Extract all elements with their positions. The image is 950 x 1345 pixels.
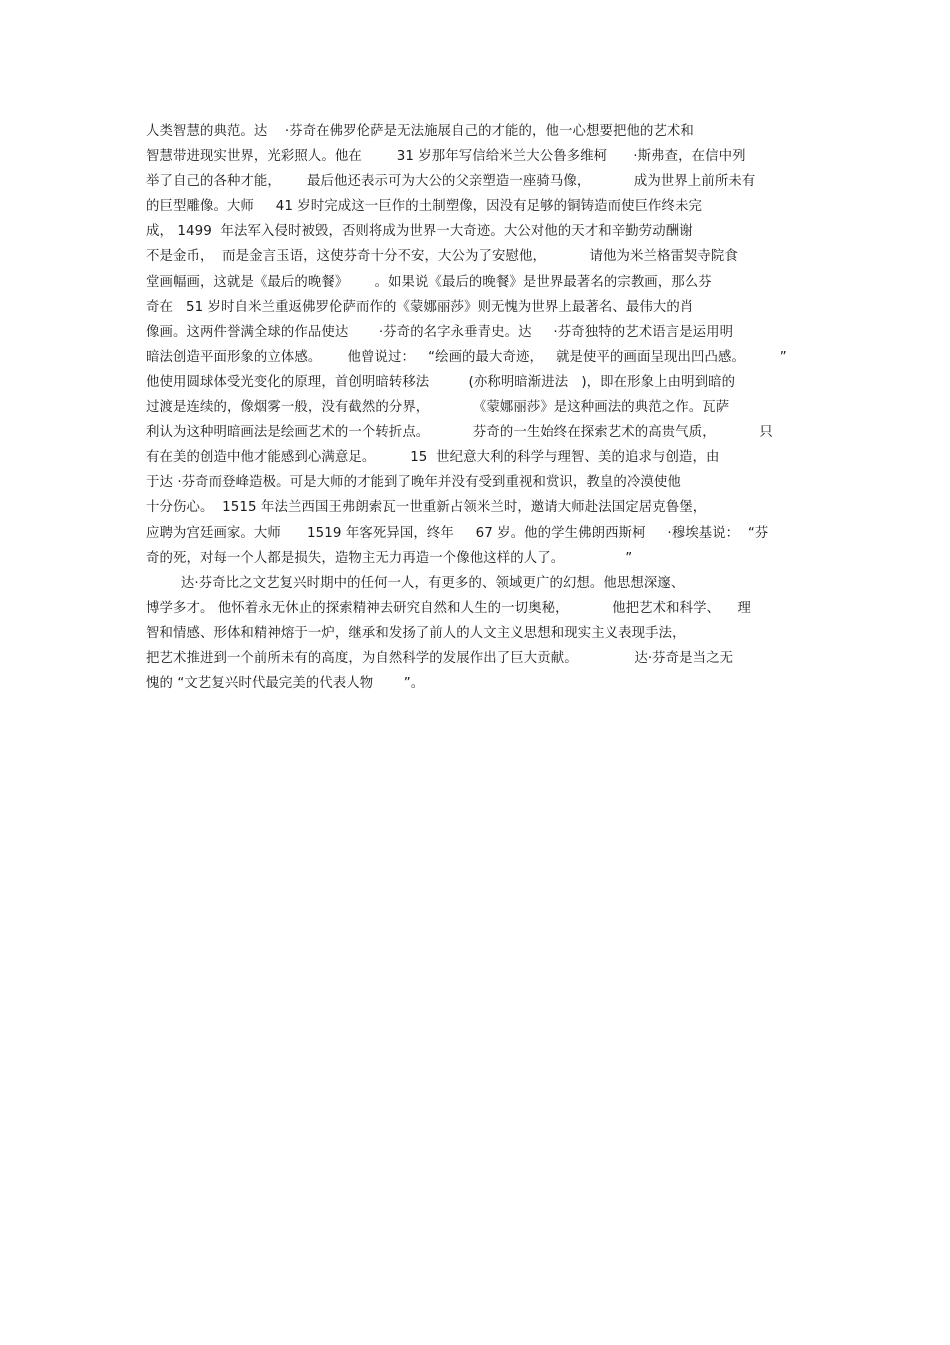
text-line: 智和情感、形体和精神熔于一炉，继承和发扬了前人的人文主义思想和现实主义表现手法， xyxy=(146,625,686,641)
text-line: 不是金币， 而是金言玉语，这使芬奇十分不安，大公为了安慰他， 请他为米兰格雷契寺院食 xyxy=(146,249,738,265)
text-line: 过渡是连续的，像烟雾一般，没有截然的分界， 《蒙娜丽莎》是这种画法的典范之作。瓦萨 xyxy=(146,400,730,416)
text-line: 暗法创造平面形象的立体感。 他曾说过： “绘画的最大奇迹， 就是使平的画面呈现出凹凸感。 ” xyxy=(146,349,787,365)
text-line: 奇在 51 岁时自米兰重返佛罗伦萨而作的《蒙娜丽莎》则无愧为世界上最著名、最伟大的肖 xyxy=(146,299,694,315)
text-line: 他使用圆球体受光变化的原理，首创明暗转移法 (亦称明暗渐进法 )，即在形象上由明到暗的 xyxy=(146,374,736,390)
text-line: 奇的死，对每一个人都是损失，造物主无力再造一个像他这样的人了。 ” xyxy=(146,550,633,566)
text-line: 举了自己的各种才能， 最后他还表示可为大公的父亲塑造一座骑马像， 成为世界上前所未有 xyxy=(146,174,756,190)
text-line: 应聘为宫廷画家。大师 1519 年客死异国，终年 67 岁。他的学生佛朗西斯柯 ·穆埃基说： “芬 xyxy=(146,525,769,541)
text-line: 于达 ·芬奇而登峰造极。可是大师的才能到了晚年并没有受到重视和赏识，教皇的冷漠使他 xyxy=(146,475,681,491)
text-line: 的巨型雕像。大师 41 岁时完成这一巨作的土制塑像，因没有足够的铜铸造而使巨作终未完 xyxy=(146,199,703,215)
text-line: 博学多才。 他怀着永无休止的探索精神去研究自然和人生的一切奥秘， 他把艺术和科学、 理 xyxy=(146,600,751,616)
text-line: 堂画幅画，这就是《最后的晚餐》 。如果说《最后的晚餐》是世界最著名的宗教画，那么芬 xyxy=(146,274,712,290)
text-line: 利认为这种明暗画法是绘画艺术的一个转折点。 芬奇的一生始终在探索艺术的高贵气质， 只 xyxy=(146,425,773,441)
text-line: 达·芬奇比之文艺复兴时期中的任何一人，有更多的、领域更广的幻想。他思想深邃、 xyxy=(146,575,685,591)
text-line: 成， 1499 年法军入侵时被毁，否则将成为世界一大奇迹。大公对他的天才和辛勤劳动酬谢 xyxy=(146,224,693,240)
text-line: 人类智慧的典范。达 ·芬奇在佛罗伦萨是无法施展自己的才能的，他一心想要把他的艺术和 xyxy=(146,124,694,139)
text-line: 把艺术推进到一个前所未有的高度，为自然科学的发展作出了巨大贡献。 达·芬奇是当之无 xyxy=(146,650,734,666)
body-text xyxy=(146,119,816,696)
text-line: 有在美的创造中他才能感到心满意足。 15 世纪意大利的科学与理智、美的追求与创造，由 xyxy=(146,450,720,466)
text-line: 像画。这两件誉满全球的作品使达 ·芬奇的名字永垂青史。达 ·芬奇独特的艺术语言是运用明 xyxy=(146,324,734,340)
text-line: 智慧带进现实世界，光彩照人。他在 31 岁那年写信给米兰大公鲁多维柯 ·斯弗查，在信中列 xyxy=(146,149,746,165)
text-line: 十分伤心。 1515 年法兰西国王弗朗索瓦一世重新占领米兰时，邀请大师赴法国定居克鲁堡， xyxy=(146,500,707,516)
text-line: 愧的 “文艺复兴时代最完美的代表人物 ”。 xyxy=(146,676,425,692)
